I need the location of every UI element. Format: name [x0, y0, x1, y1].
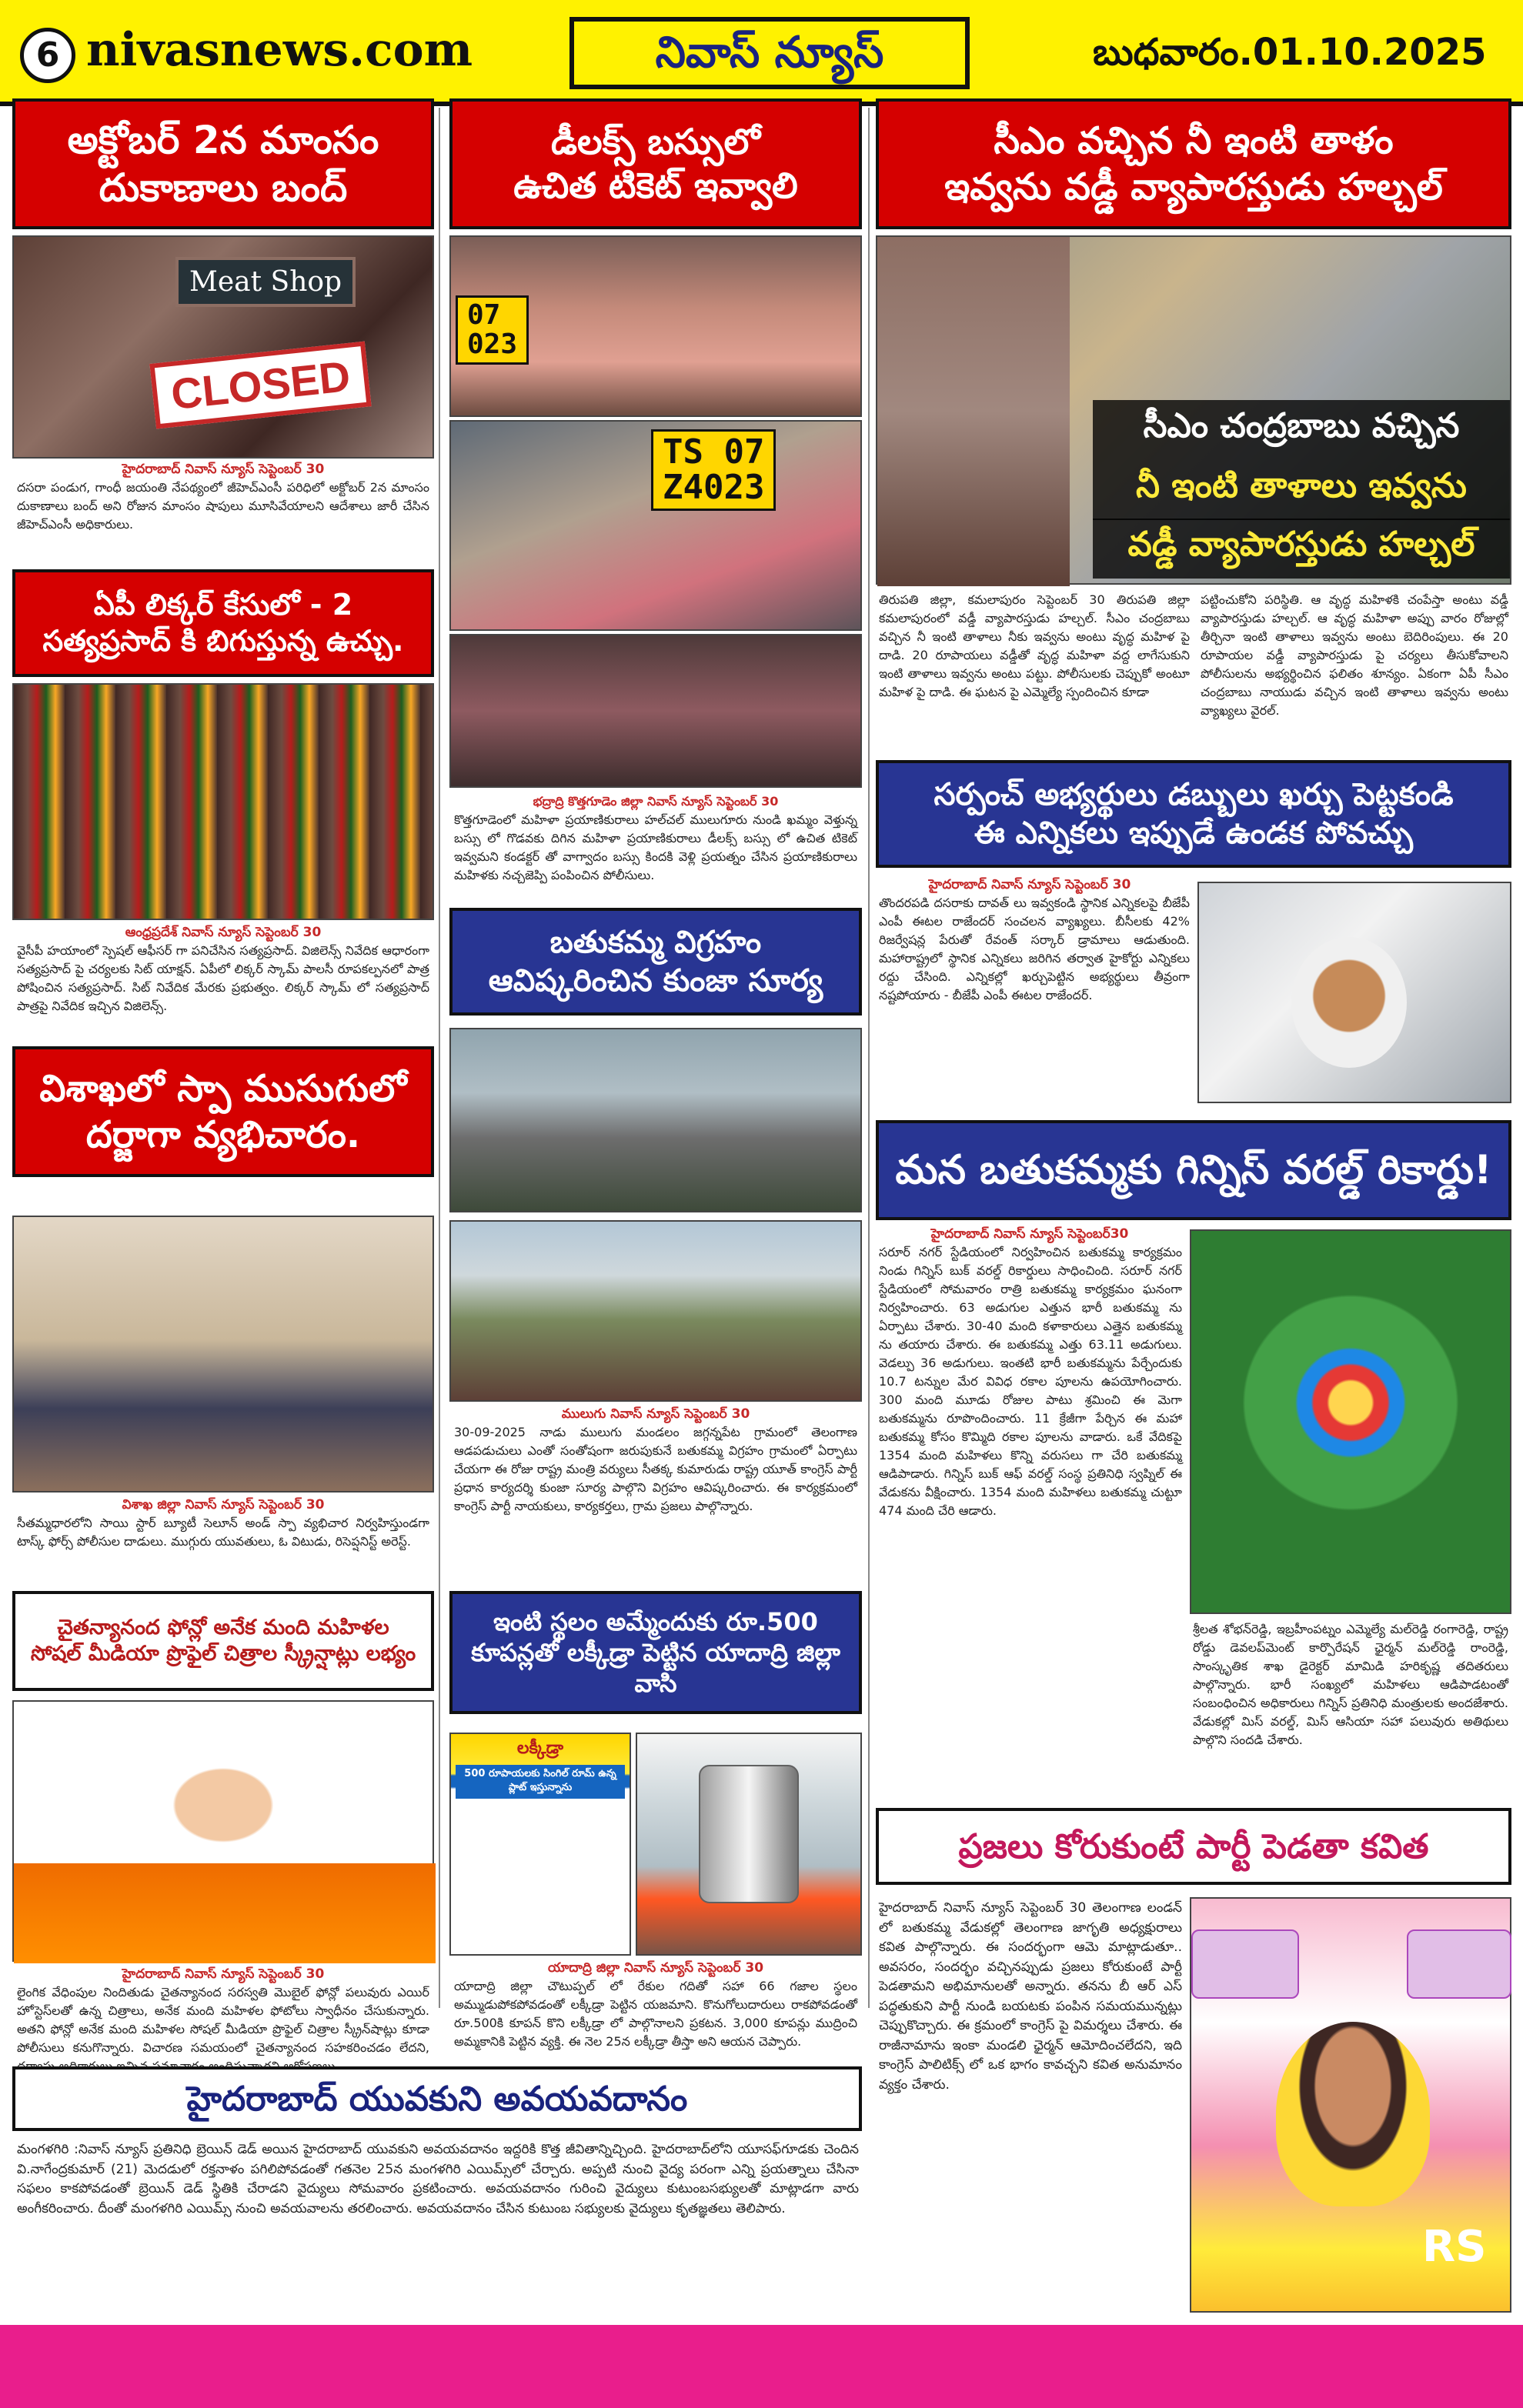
backdrop-text: RS — [1422, 2222, 1487, 2272]
newspaper-title: నివాస్ న్యూస్ — [569, 17, 970, 89]
cm-visit-photo — [876, 235, 1511, 585]
article-body: వైసీపీ హయాంలో స్పెషల్ ఆఫీసర్ గా పనిచేసిన సత్యప్రసాద్. విజిలెన్స్ నివేదిక ఆధారంగా సత్యప్రసాద్ పై చర్యలకు సిట్ యాక్షన్. ఏపీలో లిక్కర్ స్కామ్ పాలసీ రూపకల్పనలో పాత్ర పోషించిన సత్యప్రసాద్. సిట్ నివేదిక మేరకు ప్రభుత్వం. లిక్కర్ స్కామ్ లో సత్యప్రసాద్ పాత్రపై నివేదిక ఇచ్చిన విజిలెన్స్. — [17, 943, 429, 1013]
headline-line: ఈ ఎన్నికలు ఇప్పుడే ఉండక పోవచ్చు — [974, 815, 1413, 851]
brs-car-logo — [1407, 1929, 1511, 1999]
bus-incident-photo — [449, 235, 862, 417]
lucky-draw-poster — [449, 1733, 631, 1956]
statue-unveiling-photo — [449, 1028, 862, 1212]
site-url[interactable]: nivasnews.com — [86, 23, 473, 77]
elderly-woman-photo — [877, 237, 1070, 586]
license-plate: 07 023 — [456, 295, 529, 365]
headline-line: సత్యప్రసాద్ కి బిగుస్తున్న ఉచ్చు. — [42, 624, 404, 658]
photo-overlay-line: వడ్డీ వ్యాపారస్తుడు హల్చల్ — [1093, 519, 1510, 579]
article-body: లైంగిక వేధింపుల నిందితుడు చైతన్యానంద సరస్వతి మొబైల్ ఫోన్లో పలువురు ఎయిర్ హోస్టెస్‌లతో ఉన్న చిత్రాలు, అనేక మంది మహిళల ఫోటోలు స్వాధీనం చేసుకున్నారు. అతని ఫోన్లో అనేక మంది మహిళల సోషల్ మీడియా ప్రొఫైల్ చిత్రాల స్క్రీన్‌షాట్లు కూడా పోలీసులు కనుగొన్నారు. విచారణ సమయంలో చైతన్యానంద సహకరించడం లేదని, — [17, 1985, 429, 2055]
dateline: విశాఖ జిల్లా నివాస్ న్యూస్ సెప్టెంబర్ 30 — [122, 1497, 325, 1513]
headline-line: బతుకమ్మ విగ్రహం — [549, 925, 762, 960]
brs-car-logo — [1191, 1929, 1299, 1999]
headline-line: దుకాణాలు బంద్ — [99, 165, 348, 210]
article-body: దసరా పండుగ, గాంధీ జయంతి నేపథ్యంలో జీహెచ్ఎంసీ పరిధిలో అక్టోబర్ 2న మాంసం దుకాణాలు బంద్ అని రోజున మాంసం షాపులు మూసివేయాలని ఆదేశాలు జారీ చేసిన జీహెచ్ఎంసీ అధికారులు. — [17, 480, 429, 532]
headline-line: ఏపీ లిక్కర్ కేసులో - 2 — [93, 587, 353, 622]
photo-overlay-line: నీ ఇంటి తాళాలు ఇవ్వను — [1093, 460, 1510, 520]
closed-sign: CLOSED — [149, 342, 372, 429]
headline-bathukamma-statue — [449, 908, 862, 1016]
article-body: హైదరాబాద్ నివాస్ న్యూస్ సెప్టెంబర్ 30 తెలంగాణ లండన్ లో బతుకమ్మ వేడుకల్లో తెలంగాణ జాగృతి అధ్యక్షురాలు కవిత పాల్గొన్నారు. ఈ సందర్భంగా ఆమె మాట్లాడుతూ.. అవసరం, సందర్భం వచ్చినప్పుడు ప్రజలు కోరుకుంటే పార్టీ పెడతామని అభిమానులతో అన్నారు. తనను బీ ఆర్ ఎస్ పద్ధతుకుని పార్టీ నుండి బయటకు పంపిన సమయమున్నట్లు చెప్పుకొచ్చారు. ఈ క్రమంలో కాంగ్రెస్ పై విమర్శలు చేశారు. ఈ రాజీనామాను ఇంకా మండలి ఛైర్మన్ ఆమోదించలేదని, ఇది కాంగ్రెస్ పాలిటిక్స్ లో ఒక భాగం కావచ్చని కవిత అనుమానం వ్యక్తం చేశారు. — [879, 1900, 1182, 2093]
headline-line: కూపన్లతో లక్కీడ్రా పెట్టిన యాదాద్రి జిల్లా వాసి — [471, 1638, 840, 1698]
headline-line: విశాఖలో స్పా ముసుగులో — [39, 1067, 407, 1110]
bathukamma-record-photo — [1190, 1229, 1511, 1614]
liquor-shelf-photo — [12, 683, 434, 920]
dateline: హైదరాబాద్ నివాస్ న్యూస్ సెప్టెంబర్ 30 — [928, 877, 1131, 892]
column-divider — [439, 108, 440, 2008]
license-plate: TS 07 Z4023 — [651, 429, 776, 511]
headline-sarpanch — [876, 760, 1511, 868]
bus-incident-photo — [449, 420, 862, 631]
dateline: హైదరాబాద్ నివాస్ న్యూస్ సెప్టెంబర్ 30 — [122, 462, 325, 477]
article-body: శ్రీలత శోభన్‌రెడ్డి, ఇబ్రహీంపట్నం ఎమ్మెల్యే మల్‌రెడ్డి రంగారెడ్డి, రాష్ట్ర రోడ్డు డెవలప్‌మెంట్ కార్పొరేషన్ ఛైర్మన్ మల్‌రెడ్డి రాంరెడ్డి, సాంస్కృతిక శాఖ డైరెక్టర్ మామిడి హరికృష్ణ తదితరులు పాల్గొన్నారు. భారీ సంఖ్యలో మహిళలు ఆడిపాడటంతో సంబంధించిన అధికారులు గిన్నిస్ ప్రతినిధి మంత్రులకు అందజేశారు. వేడుకల్లో మిస్ వరల్డ్, మిస్ ఆసియా సహా పలువురు అతిథులు పాల్గొని సందడి చేశారు. — [1193, 1622, 1508, 1747]
headline-line: సీఎం వచ్చిన నీ ఇంటి తాళం — [994, 119, 1394, 162]
article-body: కొత్తగూడెంలో మహిళా ప్రయాణికురాలు హల్‌చల్ ములుగూరు నుండి ఖమ్మం వెళ్తున్న బస్సు లో గొడవకు దిగిన మహిళా ప్రయాణికురాలు డీలక్స్ బస్సు లో ఉచిత టికెట్ ఇవ్వమని కండక్టర్ తో వాగ్వాదం బస్సు కిందకి వెళ్లి ప్రయత్నం చేసిన ప్రయాణికురాలు మహిళకు నచ్చజెప్పి పంపించిన పోలీసులు. — [454, 812, 857, 882]
headline-line: ఇవ్వను వడ్డీ వ్యాపారస్తుడు హల్చల్ — [944, 165, 1443, 208]
headline-meat-shops — [12, 98, 434, 229]
dateline: యాదాద్రి జిల్లా నివాస్ న్యూస్ సెప్టెంబర్ 30 — [547, 1960, 764, 1976]
headline-organ-donation: హైదరాబాద్ యువకుని అవయవదానం — [12, 2066, 862, 2131]
article-body: యాదాద్రి జిల్లా చౌటుప్పల్ లో రేకుల గదితో సహా 66 గజాల స్థలం అమ్ముడుపోకపోవడంతో లక్కీడ్రా పెట్టిన యజమాని. కొనుగోలుదారులు రాకపోవడంతో రూ.500కి కూపన్ కొని లక్కీడ్రా లో పాల్గొనాలని ప్రకటన. 3,000 కూపన్లు ముద్రించి అమ్మకానికి పెట్టిన వ్యక్తి. ఈ నెల 25న లక్కీడ్రా తీస్తా అని ఆయన చెప్పారు. — [454, 1979, 857, 2049]
dateline: ములుగు నివాస్ న్యూస్ సెప్టెంబర్ 30 — [561, 1406, 750, 1422]
speaker-face — [1291, 937, 1407, 1068]
article-body: 30-09-2025 నాడు ములుగు మండలం జగ్గన్నపేట గ్రామంలో తెలంగాణ ఆడపడుచులు ఎంతో సంతోషంగా జరుపుకునే బతుకమ్మ విగ్రహం గ్రామంలో ఏర్పాటు చేయగా ఈ రోజు రాష్ట్ర మంత్రి వర్యులు సీతక్క కుమారుడు రాష్ట్ర యూత్ కాంగ్రెస్ పార్టీ ప్రధాన కార్యదర్శి కుంజా సూర్య పాల్గొని విగ్రహం ఆవిష్కరించారు. ఈ కార్యక్రమంలో కాంగ్రెస్ పార్టీ నాయకులు, కార్యకర్తలు, గ్రామ ప్రజలు పాల్గొన్నారు. — [454, 1425, 857, 1513]
headline-land-lucky-draw — [449, 1591, 862, 1714]
article-body: సీతమ్మధారలోని సాయి స్టార్ బ్యూటీ సెలూన్ అండ్ స్పా వ్యభిచార నిర్వహిస్తుండగా టాస్క్ ఫోర్స్ పోలీసుల దాడులు. ముగ్గురు యువతులు, ఓ విటుడు, రిసెప్షనిస్ట్ అరెస్ట్. — [17, 1516, 429, 1549]
kavitha-photo — [1190, 1897, 1511, 2313]
headline-cm-moneylender — [876, 98, 1511, 229]
headline-ap-liquor — [12, 569, 434, 677]
headline-line: సోషల్ మీడియా ప్రొఫైల్ చిత్రాల స్క్రీన్షాట్లు లభ్యం — [30, 1642, 416, 1666]
chaitanyananda-photo — [12, 1700, 434, 1962]
headline-line: ఆవిష్కరించిన కుంజా సూర్య — [488, 963, 823, 999]
footer-strip — [0, 2325, 1523, 2408]
headline-line: డీలక్స్ బస్సులో — [550, 120, 761, 162]
headline-guinness: మన బతుకమ్మకు గిన్నిస్ వరల్డ్ రికార్డు! — [876, 1120, 1511, 1220]
meat-shop-photo — [12, 235, 434, 459]
article-body: సరూర్ నగర్ స్టేడియంలో నిర్వహించిన బతుకమ్మ కార్యక్రమం నిండు గిన్నిస్ బుక్ వరల్డ్ రికార్డులు సాధించింది. సరూర్ నగర్ స్టేడియంలో సోమవారం రాత్రి బతుకమ్మ కార్యక్రమం ఘనంగా నిర్వహించారు. 63 అడుగుల ఎత్తున భారీ బతుకమ్మ ను ఏర్పాటు చేశారు. 30-40 మంది కళాకారులు ఎత్తైన బతుకమ్మ ను తయారు చేశారు. ఈ బతుకమ్మ ఎత్తు 63.11 అడుగులు. వెడల్పు 36 అడుగులు. ఇంతటి భారీ బతుకమ్మను పేర్చేందుకు 10.7 టన్నుల మేర వివిధ రకాల పూలను ఉపయోగించారు. 300 మంది మూడు రోజుల పాటు శ్రమించి ఈ మెగా బతుకమ్మను రూపొందించారు. 11 క్రేజీగా పేర్చిన ఈ మహా బతుకమ్మ కోసం కొమ్మిది రకాల పూలను వాడారు. ఒకే వేదికపై 1354 మంది మహిళలు కొన్ని వరుసలు గా చేరి బతుకమ్మ ఆడిపాడారు. గిన్నిస్ బుక్ ఆఫ్ వరల్డ్ సంస్థ ప్రతినిధి స్వప్నిల్ ఈ వేడుకను వీక్షించారు. 1354 మంది మహిళలు బతుకమ్మ చుట్టూ 474 మంది చేరి ఆడారు. — [879, 1245, 1182, 1518]
headline-line: ఇంటి స్థలం అమ్మేందుకు రూ.500 — [493, 1607, 818, 1636]
article-body: పట్టించుకోని పరిస్థితి. ఆ వృద్ధ మహిళకి చంపేస్తా అంటు వడ్డీ వ్యాపారస్తుడు హల్చల్. ఆ వృద్ధ మహిళా అప్పు వారం రోజుల్లో తీర్చినా ఇంటి తాళాలు ఇవ్వను అంటు బెదిరింపులు. ఈ 20 రూపాయల వడ్డీ వ్యాపారస్తుడు పై చర్యలు తీసుకోవాలని పోలీసులను అభ్యర్థించిన ఫలితం శూన్యం. ఏకంగా ఏపీ సీఎం చంద్రబాబు నాయుడు వచ్చిన ఇంటి తాళాలు ఇవ్వను అంటు వ్యాఖ్యలు వైరల్. — [1201, 592, 1508, 718]
headline-kavitha: ప్రజలు కోరుకుంటే పార్టీ పెడతా కవిత — [876, 1808, 1511, 1885]
headline-visakha-spa — [12, 1046, 434, 1177]
headline-line: అక్టోబర్ 2న మాంసం — [67, 117, 379, 162]
headline-chaitanyananda — [12, 1591, 434, 1691]
headline-line: ఉచిత టికెట్ ఇవ్వాలి — [513, 165, 798, 206]
headline-deluxe-bus — [449, 98, 862, 229]
poster-line: 500 రూపాయలకు సింగిల్ రూమ్ ఉన్న ప్లాట్ ఇస్తున్నాను — [456, 1765, 625, 1799]
statue-unveiling-photo — [449, 1220, 862, 1402]
poster-title: లక్కీడ్రా — [516, 1739, 564, 1758]
article-body: మంగళగిరి :నివాస్ న్యూస్ ప్రతినిధి బ్రెయిన్ డెడ్ అయిన హైదరాబాద్ యువకుని అవయవదానం ఇద్దరికి కొత్త జీవితాన్నిచ్చింది. హైదరాబాద్‌లోని యూసఫ్‌గూడకు చెందిన వి.నాగేంద్రకుమార్ (21) మెదడులో రక్తనాళం పగిలిపోవడంతో గతనెల 25న మంగళగిరి ఎయిమ్స్‌లో చేర్చారు. అప్పటి నుంచి వైద్య పరంగా ఎన్ని ప్రయత్నాలు చేసినా సఫలం కాకపోవడంతో బ్రెయిన్ డెడ్ స్థితికి చేరాడని వైద్యులు సోమవారం ప్రకటించారు. అవయవదానం గురించి వైద్యులు కుటుంబసభ్యులతో మాట్లాడగా వారు అంగీకరించారు. దీంతో మంగళగిరి ఎయిమ్స్ నుంచి అవయవాలను తరలించారు. అవయవదానం చేసిన కుటుంబ సభ్యులకు వైద్యులు కృతజ్ఞతలు తెలిపారు. — [17, 2142, 859, 2216]
dateline: ఆంధ్రప్రదేశ్ నివాస్ న్యూస్ సెప్టెంబర్ 30 — [125, 925, 322, 940]
headline-line: దర్జాగా వ్యభిచారం. — [85, 1113, 361, 1156]
drum-photo — [636, 1733, 862, 1956]
headline-line: చైతన్యానంద ఫోన్లో అనేక మంది మహిళల — [57, 1616, 389, 1640]
headline-line: సర్పంచ్ అభ్యర్థులు డబ్బులు ఖర్చు పెట్టకండి — [934, 777, 1454, 812]
steel-drum — [699, 1765, 799, 1903]
saffron-robe — [14, 1863, 436, 1963]
photo-overlay-line: సీఎం చంద్రబాబు వచ్చిన — [1093, 400, 1510, 460]
page-number: 6 — [20, 28, 75, 83]
etela-rajender-photo — [1197, 882, 1511, 1103]
spa-raid-photo — [12, 1216, 434, 1492]
dateline: భద్రాద్రి కొత్తగూడెం జిల్లా నివాస్ న్యూస్ సెప్టెంబర్ 30 — [533, 794, 779, 809]
bus-incident-photo — [449, 634, 862, 788]
dateline: హైదరాబాద్ నివాస్ న్యూస్ సెప్టెంబర్ 30 — [122, 1966, 325, 1982]
speaker-figure — [1276, 2022, 1430, 2206]
column-divider — [868, 108, 870, 2008]
article-body: తిరుపతి జిల్లా, కమలాపురం సెప్టెంబర్ 30 తిరుపతి జిల్లా కమలాపురంలో వడ్డీ వ్యాపారస్తుడు హల్చల్. సీఎం చంద్రబాబు వచ్చిన నీ ఇంటి తాళాలు నీకు ఇవ్వను అంటు వృద్ధ మహిళ పై దాడి. 20 రూపాయలు వడ్డీతో వృద్ధ మహిళా వద్ద లాగేసుకుని ఇంటి తాళాలు ఇవ్వను అంటు పట్టు. పోలీసులకు చెప్పుకో అంటూ మహిళ పై దాడి. ఈ ఘటన పై ఎమ్మెల్యే స్పందించిన కూడా — [879, 592, 1190, 699]
dateline: హైదరాబాద్ నివాస్ న్యూస్ సెప్టెంబర్30 — [930, 1226, 1129, 1242]
article-body: తొందరపడి దసరాకు దావత్ లు ఇవ్వకండి స్థానిక ఎన్నికలపై బీజేపీ ఎంపీ ఈటల రాజేందర్ సంచలన వ్యాఖ్యలు. బీసీలకు 42% రిజర్వేషన్ల పేరుతో రేవంత్ సర్కార్ డ్రామాలు ఆడుతుంది. మహారాష్ట్రలో స్థానిక ఎన్నికలు జరిగిన తర్వాత హైకోర్టు ఎన్నికలు రద్దు చేసింది. ఎన్నికల్లో ఖర్చుపెట్టిన అభ్యర్థులు తీవ్రంగా నష్టపోయారు - బీజేపీ ఎంపీ ఈటల రాజేందర్. — [879, 895, 1190, 1002]
meat-shop-sign: Meat Shop — [175, 257, 356, 307]
issue-date: బుధవారం.01.10.2025 — [1093, 31, 1487, 74]
